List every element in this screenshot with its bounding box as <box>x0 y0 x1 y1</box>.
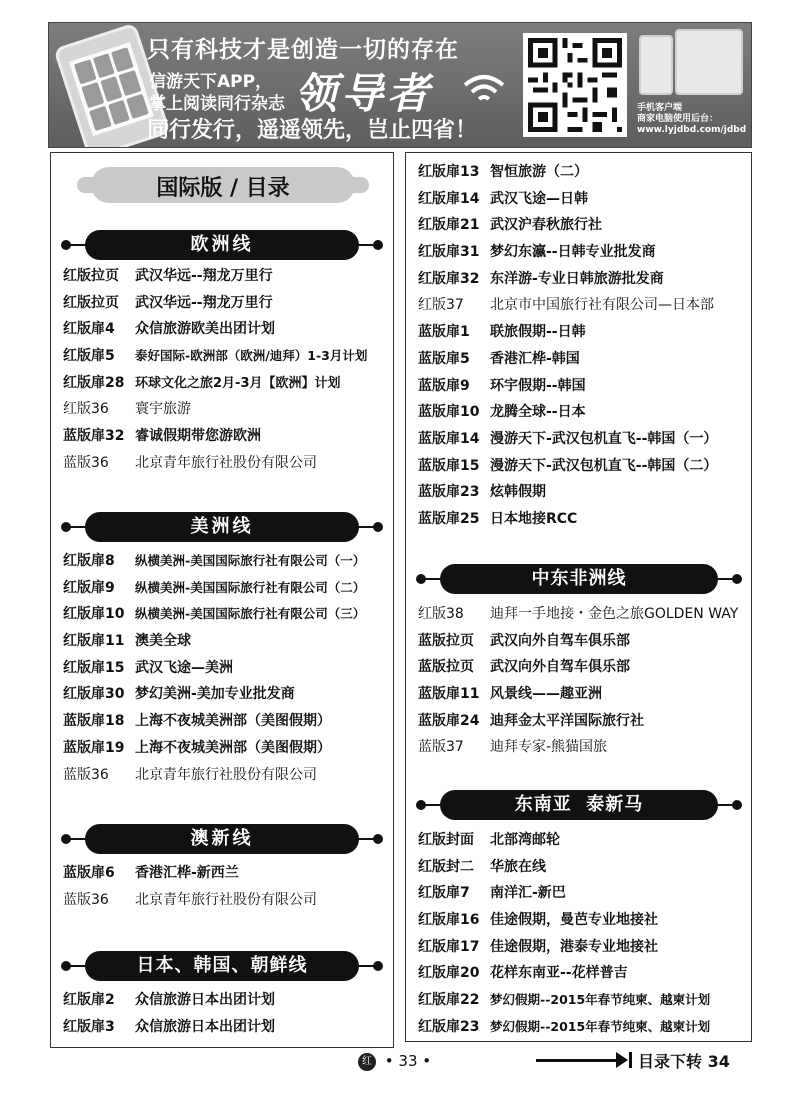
section-title: 中东非洲线 <box>440 564 718 594</box>
list-item[interactable]: 蓝版扉15 漫游天下-武汉包机直飞--韩国（二） <box>418 457 718 474</box>
banner-headline: 只有科技才是创造一切的存在 <box>147 37 459 63</box>
red-edition-badge-icon: 红 <box>358 1053 376 1071</box>
section-header-americas <box>61 512 383 542</box>
list-item[interactable]: 蓝版扉6 香港汇桦-新西兰 <box>63 865 239 881</box>
section-title: 日本、韩国、朝鲜线 <box>85 951 359 981</box>
list-item[interactable]: 红版扉15 武汉飞途—美洲 <box>63 659 233 676</box>
list-japan-korea-cont <box>418 159 748 533</box>
list-item[interactable]: 红版扉9 纵横美洲-美国国际旅行社有限公司（二） <box>63 579 366 596</box>
list-item[interactable]: 红版拉页 武汉华远--翔龙万里行 <box>63 294 273 311</box>
continue-text: 目录下转 34 <box>638 1052 730 1071</box>
list-item[interactable]: 红版扉10 纵横美洲-美国国际旅行社有限公司（三） <box>63 606 366 623</box>
list-item[interactable]: 红版扉8 纵横美洲-美国国际旅行社有限公司（一） <box>63 553 366 569</box>
list-item[interactable]: 红版拉页 武汉华远--翔龙万里行 <box>63 268 273 284</box>
device-screens <box>639 29 743 99</box>
section-title: 东南亚 泰新马 <box>440 790 718 820</box>
list-item[interactable]: 红版封二 华旅在线 <box>418 858 546 875</box>
list-item[interactable]: 蓝版拉页 武汉向外自驾车俱乐部 <box>418 659 630 676</box>
list-item[interactable]: 红版扉31 梦幻东瀛--日韩专业批发商 <box>418 244 656 261</box>
section-header-europe <box>61 230 383 260</box>
banner-slogan: 同行发行，遥遥领先，岂止四省！ <box>147 118 478 143</box>
list-europe <box>63 263 389 477</box>
list-item[interactable]: 红版扉21 武汉沪春秋旅行社 <box>418 217 602 234</box>
list-item[interactable]: 红版扉11 澳美全球 <box>63 633 191 650</box>
list-item[interactable]: 红版36 寰宇旅游 <box>63 401 191 418</box>
list-item[interactable]: 蓝版拉页 武汉向外自驾车俱乐部 <box>418 632 630 649</box>
banner-url-link[interactable]: www.lyjdbd.com/jdbd <box>637 125 747 135</box>
list-item[interactable]: 红版扉2 众信旅游日本出团计划 <box>63 992 275 1008</box>
list-item[interactable]: 蓝版扉19 上海不夜城美洲部（美图假期） <box>63 739 331 756</box>
section-header-anz <box>61 824 383 854</box>
banner-client-text <box>637 103 718 125</box>
client-line-1: 手机客户端 <box>637 103 683 113</box>
list-item[interactable]: 蓝版扉32 睿诚假期带您游欧洲 <box>63 428 261 445</box>
list-item[interactable]: 红版扉17 佳途假期，港泰专业地接社 <box>418 938 658 955</box>
list-item[interactable]: 红版扉20 花样东南亚--花样普吉 <box>418 965 628 982</box>
section-header-middle-east-africa <box>416 564 742 594</box>
list-middle-east-africa <box>418 601 748 761</box>
client-line-2: 商家电脑使用后台： <box>637 114 719 124</box>
section-header-japan-korea <box>61 951 383 981</box>
wifi-icon <box>461 71 507 107</box>
list-item[interactable]: 蓝版扉24 迪拜金太平洋国际旅行社 <box>418 712 644 729</box>
left-column <box>50 152 394 1048</box>
list-item[interactable]: 蓝版扉25 日本地接RCC <box>418 510 578 527</box>
list-item[interactable]: 蓝版扉23 炫韩假期 <box>418 484 546 501</box>
list-item[interactable]: 红版封面 北部湾邮轮 <box>418 832 560 848</box>
section-title: 欧洲线 <box>85 230 359 260</box>
banner-leader-text: 领导者 <box>295 69 434 118</box>
list-americas <box>63 548 389 788</box>
list-item[interactable]: 红版38 迪拜一手地接・金色之旅GOLDEN WAY <box>418 606 739 622</box>
list-anz <box>63 860 389 913</box>
right-column <box>405 152 752 1042</box>
list-item[interactable]: 红版扉5 泰好国际-欧洲部（欧洲/迪拜）1-3月计划 <box>63 348 368 365</box>
page-number: 红 • 33 • <box>358 1052 431 1071</box>
list-item[interactable]: 蓝版扉9 环宇假期--韩国 <box>418 377 586 394</box>
list-item[interactable]: 蓝版扉14 漫游天下-武汉包机直飞--韩国（一） <box>418 430 718 447</box>
list-item[interactable]: 蓝版扉18 上海不夜城美洲部（美图假期） <box>63 713 331 730</box>
list-item[interactable]: 红版扉4 众信旅游欧美出团计划 <box>63 321 275 338</box>
list-item[interactable]: 蓝版36 北京青年旅行社股份有限公司 <box>63 891 317 908</box>
page-title-text: 国际版 / 目录 <box>156 176 290 201</box>
list-item[interactable]: 红版扉32 东洋游-专业日韩旅游批发商 <box>418 270 664 287</box>
list-item[interactable]: 红版扉30 梦幻美洲-美加专业批发商 <box>63 686 295 703</box>
list-item[interactable]: 蓝版扉1 联旅假期--日韩 <box>418 324 586 341</box>
arrow-right-icon <box>536 1059 618 1062</box>
list-item[interactable]: 红版扉3 众信旅游日本出团计划 <box>63 1018 275 1035</box>
list-item[interactable]: 红版扉22 梦幻假期--2015年春节纯柬、越柬计划 <box>418 992 711 1009</box>
list-item[interactable]: 红版37 北京市中国旅行社有限公司—日本部 <box>418 297 714 314</box>
list-item[interactable]: 蓝版扉11 风景线——趣亚洲 <box>418 686 602 703</box>
list-item[interactable]: 蓝版36 北京青年旅行社股份有限公司 <box>63 766 317 783</box>
app-banner[interactable] <box>48 22 752 148</box>
section-header-southeast-asia <box>416 790 742 820</box>
section-title: 澳新线 <box>85 824 359 854</box>
list-japan-korea <box>63 987 389 1040</box>
list-item[interactable]: 红版扉14 武汉飞途—日韩 <box>418 190 588 207</box>
qr-code-icon[interactable] <box>523 33 627 137</box>
page-title <box>75 165 371 205</box>
list-item[interactable]: 红版扉7 南洋汇-新巴 <box>418 885 566 902</box>
list-item[interactable]: 蓝版扉10 龙腾全球--日本 <box>418 404 586 421</box>
list-item[interactable]: 红版扉28 环球文化之旅2月-3月【欧洲】计划 <box>63 374 341 391</box>
list-item[interactable]: 红版扉13 智恒旅游（二） <box>418 164 588 180</box>
list-item[interactable]: 红版扉23 梦幻假期--2015年春节纯柬、越柬计划 <box>418 1018 711 1035</box>
banner-subtitle-2: 掌上阅读同行杂志 <box>149 94 285 114</box>
section-title: 美洲线 <box>85 512 359 542</box>
list-southeast-asia <box>418 827 748 1041</box>
list-item[interactable]: 红版扉16 佳途假期，曼芭专业地接社 <box>418 912 658 929</box>
banner-subtitle-1: 信游天下APP， <box>149 72 273 92</box>
list-item[interactable]: 蓝版36 北京青年旅行社股份有限公司 <box>63 454 317 471</box>
page-number-text: 33 <box>398 1052 418 1070</box>
continue-link[interactable] <box>536 1049 746 1071</box>
list-item[interactable]: 蓝版37 迪拜专家-熊猫国旅 <box>418 739 608 756</box>
list-item[interactable]: 蓝版扉5 香港汇桦-韩国 <box>418 350 580 367</box>
